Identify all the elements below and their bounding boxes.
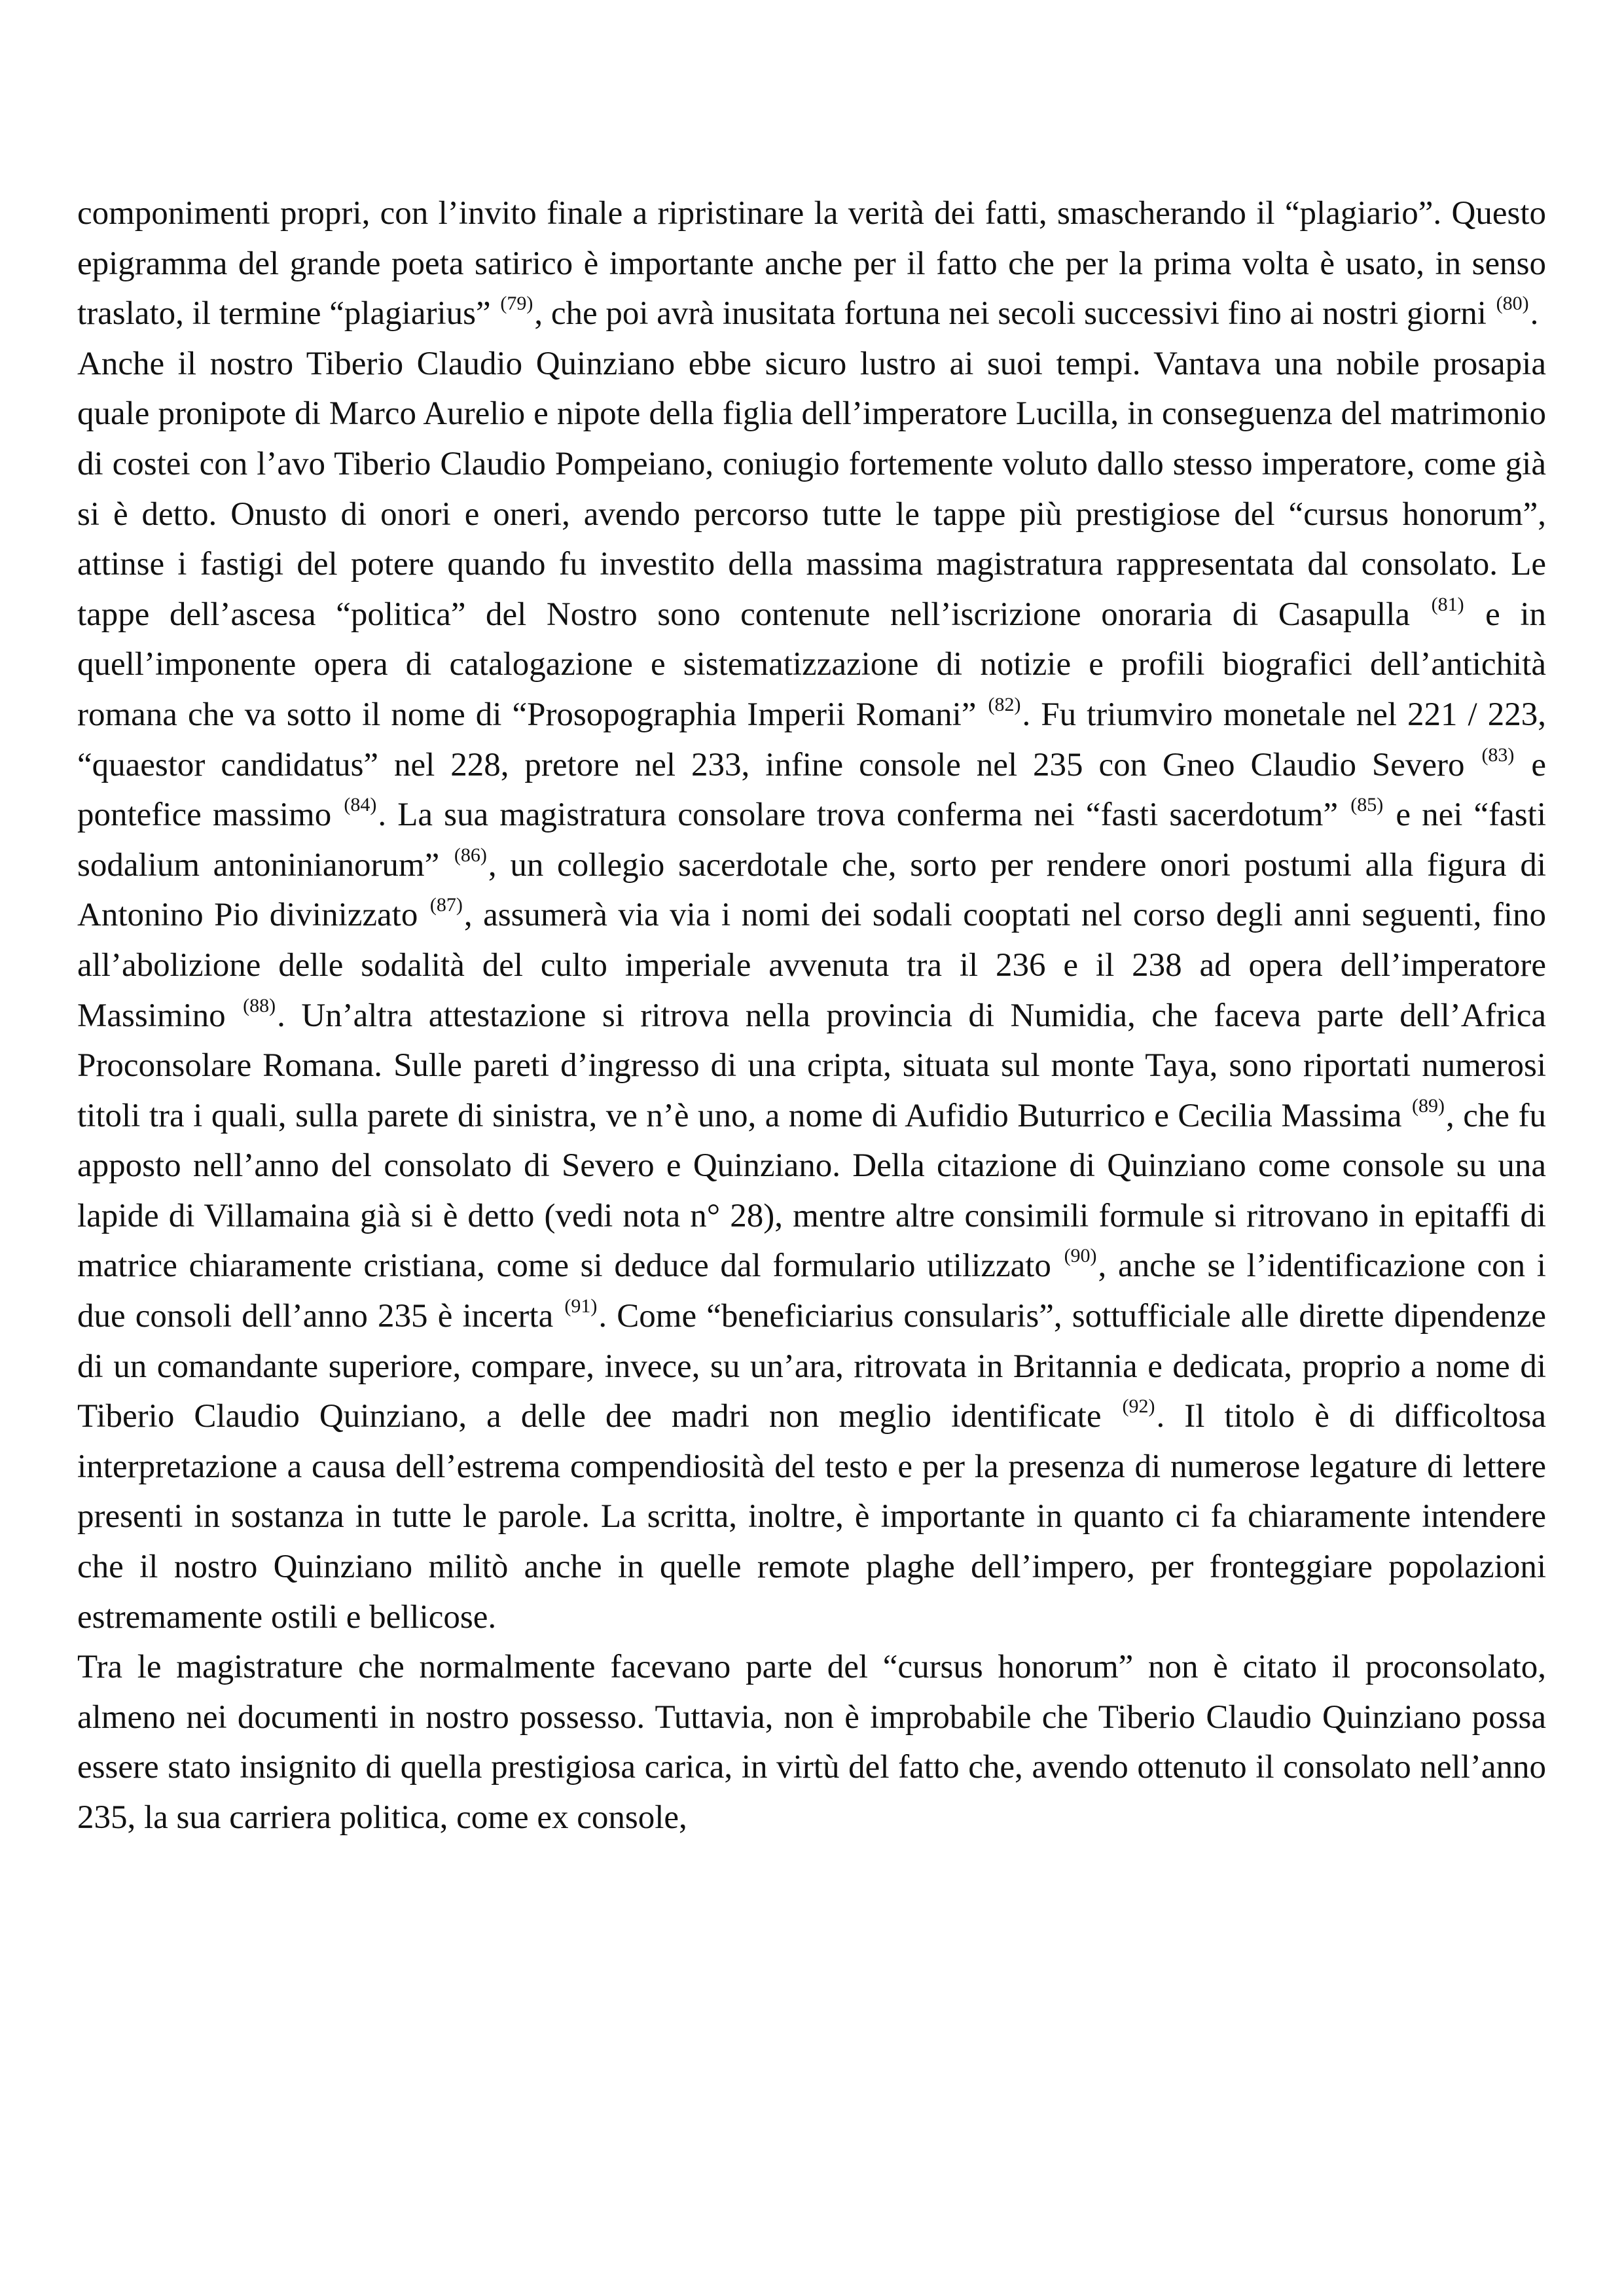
footnote-ref: (89) xyxy=(1411,1094,1445,1117)
footnote-ref: (86) xyxy=(454,844,487,866)
text-run: . Il titolo è di difficoltosa interpretazione a causa dell’estrema compendiosità del testo e per la presenza di numerose legature di lettere presenti in sostanza in tutte le parole. La scritta, inoltre, è importante in quanto ci fa chiaramente intendere che il nostro Quinziano militò anche in quelle remote plaghe dell’impero, per fronteggiare popolazioni estremamente ostili e bellicose. xyxy=(77,1398,1546,1636)
footnote-ref: (90) xyxy=(1064,1245,1097,1267)
footnote-ref: (83) xyxy=(1481,744,1515,766)
footnote-ref: (82) xyxy=(988,693,1021,715)
text-run: . Un’altra attestazione si ritrova nella provincia di Numidia, che faceva parte dell’Africa Proconsolare Romana. Sulle pareti d’ingresso di una cripta, situata sul monte Taya, sono riportati numerosi titoli tra i quali, sulla parete di sinistra, ve n’è uno, a nome di Aufidio Buturrico e Cecilia Massima xyxy=(77,997,1546,1134)
text-run: Tra le magistrature che normalmente facevano parte del “cursus honorum” non è citato il proconsolato, almeno nei documenti in nostro possesso. Tuttavia, non è improbabile che Tiberio Claudio Quinziano possa essere stato insignito di quella prestigiosa carica, in virtù del fatto che, avendo ottenuto il consolato nell’anno 235, la sua carriera politica, come ex console, xyxy=(77,1649,1546,1836)
footnote-ref: (92) xyxy=(1122,1395,1155,1418)
footnote-ref: (80) xyxy=(1496,293,1529,315)
text-run: , un collegio sacerdotale che, sorto per rendere onori postumi alla figura di Antonino Pio divinizzato xyxy=(77,846,1546,934)
document-page xyxy=(77,188,1546,1843)
text-run: , assumerà via via i nomi dei sodali cooptati nel corso degli anni seguenti, fino all’abolizione delle sodalità del culto imperiale avvenuta tra il 236 e il 238 ad opera dell’imperatore Massimino xyxy=(77,897,1546,1034)
paragraph xyxy=(77,1642,1546,1842)
paragraph xyxy=(77,188,1546,339)
text-run: . Come “beneficiarius consularis”, sottufficiale alle dirette dipendenze di un comandante superiore, compare, invece, su un’ara, ritrovata in Britannia e dedicata, proprio a nome di Tiberio Claudio Quinziano, a delle dee madri non meglio identificate xyxy=(77,1298,1546,1435)
text-run: . La sua magistratura consolare trova conferma nei “fasti sacerdotum” xyxy=(378,797,1350,834)
footnote-ref: (85) xyxy=(1350,794,1384,816)
text-run: e nei “fasti sodalium antoninianorum” xyxy=(77,797,1546,884)
footnote-ref: (88) xyxy=(243,994,276,1016)
text-run: , che fu apposto nell’anno del consolato di Severo e Quinziano. Della citazione di Quinziano come console su una lapide di Villamaina già si è detto (vedi nota n° 28), mentre altre consimili formule si ritrovano in epitaffi di matrice chiaramente cristiana, come si deduce dal formulario utilizzato xyxy=(77,1097,1546,1285)
footnote-ref: (87) xyxy=(429,894,463,916)
text-run: componimenti propri, con l’invito finale a ripristinare la verità dei fatti, smascherando il “plagiario”. Questo epigramma del grande poeta satirico è importante anche per il fatto che per la prima volta è usato, in senso traslato, il termine “plagiarius” xyxy=(77,195,1546,332)
text-run: e in quell’imponente opera di catalogazione e sistematizzazione di notizie e profili biografici dell’antichità romana che va sotto il nome di “Prosopographia Imperii Romani” xyxy=(77,596,1546,733)
text-run: e pontefice massimo xyxy=(77,746,1546,834)
footnote-ref: (81) xyxy=(1431,593,1464,615)
text-run: , che poi avrà inusitata fortuna nei secoli successivi fino ai nostri giorni xyxy=(534,295,1495,332)
text-run: , anche se l’identificazione con i due consoli dell’anno 235 è incerta xyxy=(77,1247,1546,1335)
text-run: . xyxy=(1530,295,1539,332)
paragraph xyxy=(77,339,1546,1642)
text-run: Anche il nostro Tiberio Claudio Quinziano ebbe sicuro lustro ai suoi tempi. Vantava una nobile prosapia quale pronipote di Marco Aurelio e nipote della figlia dell’imperatore Lucilla, in conseguenza del matrimonio di costei con l’avo Tiberio Claudio Pompeiano, coniugio fortemente voluto dallo stesso imperatore, come già si è detto. Onusto di onori e oneri, avendo percorso tutte le tappe più prestigiose del “cursus honorum”, attinse i fastigi del potere quando fu investito della massima magistratura rappresentata dal consolato. Le tappe dell’ascesa “politica” del Nostro sono contenute nell’iscrizione onoraria di Casapulla xyxy=(77,345,1546,633)
text-run: . Fu triumviro monetale nel 221 / 223, “quaestor candidatus” nel 228, pretore nel 233, infine console nel 235 con Gneo Claudio Severo xyxy=(77,696,1546,783)
footnote-ref: (79) xyxy=(500,293,533,315)
footnote-ref: (91) xyxy=(564,1295,598,1318)
footnote-ref: (84) xyxy=(344,794,377,816)
